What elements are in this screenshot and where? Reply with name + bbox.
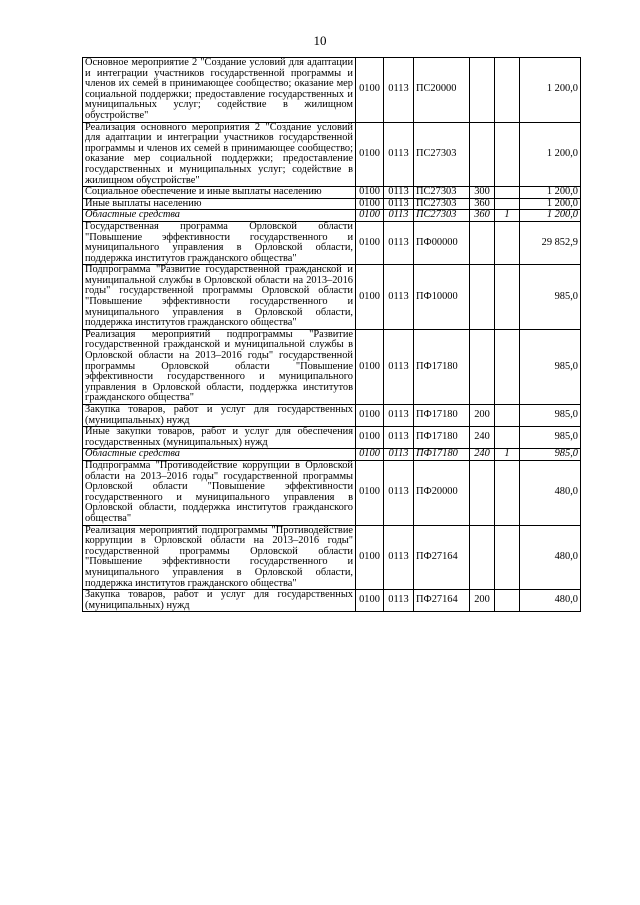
funding-source-cell [495,198,520,210]
target-article-cell: ПС20000 [414,58,470,123]
row-name-cell: Социальное обеспечение и иные выплаты населению [83,187,356,199]
subsection-code-cell: 0113 [384,460,414,525]
section-code-cell: 0100 [356,58,384,123]
section-code-cell: 0100 [356,210,384,222]
expense-type-cell: 360 [470,210,495,222]
target-article-cell: ПС27303 [414,210,470,222]
row-name-cell: Подпрограмма "Противодействие коррупции в Орловской области на 2013–2016 годы" государственной программы Орловской области "Повышение эффективности государственного и муниципального управления в Орловской области, поддержка институтов гражданского общества" [83,460,356,525]
amount-cell: 29 852,9 [520,221,581,264]
subsection-code-cell: 0113 [384,525,414,590]
row-name-cell: Подпрограмма "Развитие государственной гражданской и муниципальной службы в Орловской области на 2013–2016 годы" государственной программы Орловской области "Повышение эффективности государственного и муниципального управления в Орловской области, поддержка институтов гражданского общества" [83,265,356,330]
funding-source-cell [495,265,520,330]
subsection-code-cell: 0113 [384,427,414,449]
budget-table [82,57,581,612]
subsection-code-cell: 0113 [384,590,414,612]
section-code-cell: 0100 [356,187,384,199]
subsection-code-cell: 0113 [384,122,414,187]
expense-type-cell: 240 [470,427,495,449]
table-row [83,122,581,187]
target-article-cell: ПФ00000 [414,221,470,264]
section-code-cell: 0100 [356,427,384,449]
amount-cell: 1 200,0 [520,210,581,222]
target-article-cell: ПФ10000 [414,265,470,330]
subsection-code-cell: 0113 [384,221,414,264]
expense-type-cell [470,122,495,187]
section-code-cell: 0100 [356,525,384,590]
funding-source-cell [495,460,520,525]
row-name-cell: Иные закупки товаров, работ и услуг для обеспечения государственных (муниципальных) нужд [83,427,356,449]
funding-source-cell [495,405,520,427]
funding-source-cell [495,187,520,199]
expense-type-cell: 200 [470,405,495,427]
amount-cell: 985,0 [520,427,581,449]
row-name-cell: Реализация мероприятий подпрограммы "Противодействие коррупции в Орловской области на 2013–2016 годы" государственной программы Орловской области "Повышение эффективности государственного и муниципального управления в Орловской области, поддержка институтов гражданского общества" [83,525,356,590]
amount-cell: 1 200,0 [520,58,581,123]
amount-cell: 480,0 [520,590,581,612]
target-article-cell: ПФ17180 [414,405,470,427]
page-number: 10 [313,33,327,48]
row-name-cell: Государственная программа Орловской области "Повышение эффективности государственного и муниципального управления в Орловской области, поддержка институтов гражданского общества" [83,221,356,264]
expense-type-cell [470,460,495,525]
section-code-cell: 0100 [356,590,384,612]
budget-table-body [83,58,581,612]
expense-type-cell: 360 [470,198,495,210]
expense-type-cell: 300 [470,187,495,199]
subsection-code-cell: 0113 [384,329,414,404]
table-row [83,525,581,590]
table-row [83,449,581,461]
expense-type-cell [470,525,495,590]
target-article-cell: ПФ17180 [414,449,470,461]
subsection-code-cell: 0113 [384,449,414,461]
table-row [83,58,581,123]
amount-cell: 985,0 [520,405,581,427]
expense-type-cell: 240 [470,449,495,461]
target-article-cell: ПС27303 [414,198,470,210]
funding-source-cell [495,58,520,123]
subsection-code-cell: 0113 [384,187,414,199]
row-name-cell: Реализация основного мероприятия 2 "Создание условий для адаптации и интеграции участников государственной программы и членов их семей в принимающее сообщество; оказание мер социальной поддержки; предоставление государственных и муниципальных услуг; содействие в жилищном обустройстве" [83,122,356,187]
amount-cell: 1 200,0 [520,187,581,199]
section-code-cell: 0100 [356,460,384,525]
expense-type-cell [470,221,495,264]
expense-type-cell [470,329,495,404]
funding-source-cell [495,525,520,590]
row-name-cell: Закупка товаров, работ и услуг для государственных (муниципальных) нужд [83,405,356,427]
funding-source-cell [495,329,520,404]
table-row [83,427,581,449]
table-row [83,329,581,404]
funding-source-cell [495,221,520,264]
table-row [83,265,581,330]
amount-cell: 480,0 [520,460,581,525]
section-code-cell: 0100 [356,221,384,264]
target-article-cell: ПФ20000 [414,460,470,525]
row-name-cell: Основное мероприятие 2 "Создание условий для адаптации и интеграции участников государственной программы и членов их семей в принимающее сообщество; оказание мер социальной поддержки; предоставление государственных и муниципальных услуг; содействие в жилищном обустройстве" [83,58,356,123]
amount-cell: 1 200,0 [520,198,581,210]
funding-source-cell [495,590,520,612]
subsection-code-cell: 0113 [384,210,414,222]
expense-type-cell: 200 [470,590,495,612]
funding-source-cell: 1 [495,210,520,222]
subsection-code-cell: 0113 [384,405,414,427]
row-name-cell: Областные средства [83,210,356,222]
subsection-code-cell: 0113 [384,265,414,330]
amount-cell: 985,0 [520,265,581,330]
section-code-cell: 0100 [356,265,384,330]
target-article-cell: ПС27303 [414,187,470,199]
table-row [83,198,581,210]
expense-type-cell [470,265,495,330]
funding-source-cell [495,427,520,449]
target-article-cell: ПС27303 [414,122,470,187]
subsection-code-cell: 0113 [384,198,414,210]
section-code-cell: 0100 [356,122,384,187]
table-row [83,187,581,199]
target-article-cell: ПФ27164 [414,525,470,590]
amount-cell: 985,0 [520,449,581,461]
section-code-cell: 0100 [356,449,384,461]
table-row [83,460,581,525]
table-row [83,590,581,612]
section-code-cell: 0100 [356,329,384,404]
table-row [83,405,581,427]
target-article-cell: ПФ17180 [414,329,470,404]
row-name-cell: Областные средства [83,449,356,461]
section-code-cell: 0100 [356,405,384,427]
target-article-cell: ПФ27164 [414,590,470,612]
amount-cell: 1 200,0 [520,122,581,187]
table-row [83,210,581,222]
row-name-cell: Иные выплаты населению [83,198,356,210]
funding-source-cell [495,122,520,187]
subsection-code-cell: 0113 [384,58,414,123]
amount-cell: 985,0 [520,329,581,404]
row-name-cell: Реализация мероприятий подпрограммы "Развитие государственной гражданской и муниципальной службы в Орловской области на 2013–2016 годы" государственной программы Орловской области "Повышение эффективности государственного и муниципального управления в Орловской области, поддержка институтов гражданского общества" [83,329,356,404]
funding-source-cell: 1 [495,449,520,461]
row-name-cell: Закупка товаров, работ и услуг для государственных (муниципальных) нужд [83,590,356,612]
target-article-cell: ПФ17180 [414,427,470,449]
expense-type-cell [470,58,495,123]
section-code-cell: 0100 [356,198,384,210]
table-row [83,221,581,264]
amount-cell: 480,0 [520,525,581,590]
